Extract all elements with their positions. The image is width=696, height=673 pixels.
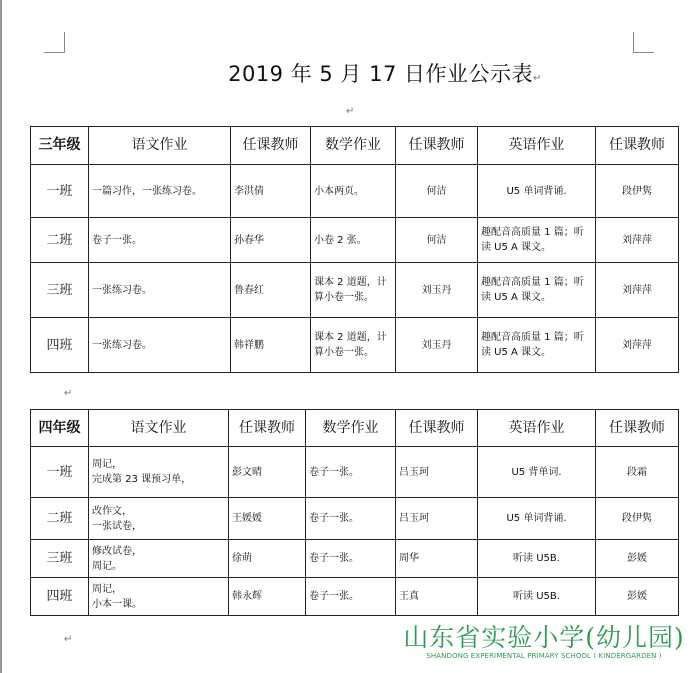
english-teacher: 彭媛 <box>596 578 679 616</box>
english-teacher: 彭媛 <box>596 540 679 578</box>
paragraph-mark: ↵ <box>64 634 73 645</box>
table-row <box>31 218 679 263</box>
chinese-homework: 一篇习作，一张练习卷。 <box>89 165 231 218</box>
chinese-homework-line: 周记， <box>92 583 122 595</box>
column-header-teacher: 任课教师 <box>596 410 679 447</box>
table-row <box>31 165 679 218</box>
paragraph-mark: ↵ <box>533 73 542 84</box>
column-header-teacher: 任课教师 <box>231 127 311 165</box>
class-name: 一班 <box>31 447 89 498</box>
column-header-chinese: 语文作业 <box>89 410 229 447</box>
paragraph-mark: ↵ <box>64 388 73 399</box>
class-name: 三班 <box>31 540 89 578</box>
title-text: 2019 年 5 月 17 日作业公示表 <box>228 62 533 86</box>
chinese-homework-line: 小本一课。 <box>92 598 142 610</box>
class-name: 二班 <box>31 498 89 540</box>
english-teacher: 段伊隽 <box>596 165 679 218</box>
english-homework: 听读 U5B. <box>478 578 596 616</box>
math-teacher: 周华 <box>396 540 478 578</box>
english-homework: 听读 U5B. <box>478 540 596 578</box>
chinese-teacher: 孙春华 <box>231 218 311 263</box>
class-name: 四班 <box>31 578 89 616</box>
chinese-homework <box>89 447 229 498</box>
chinese-homework <box>89 578 229 616</box>
chinese-homework-line: 改作文， <box>92 505 132 517</box>
chinese-teacher: 彭文晴 <box>229 447 306 498</box>
math-teacher: 吕玉珂 <box>396 447 478 498</box>
math-homework: 卷子一张。 <box>306 540 396 578</box>
chinese-homework-line: 修改试卷， <box>92 545 142 557</box>
grade-label: 四年级 <box>31 410 89 447</box>
table-row <box>31 318 679 373</box>
class-name: 一班 <box>31 165 89 218</box>
column-header-chinese: 语文作业 <box>89 127 231 165</box>
column-header-math: 数学作业 <box>311 127 396 165</box>
grade-label: 三年级 <box>31 127 89 165</box>
crop-mark-top-left <box>44 32 65 53</box>
english-teacher: 段霜 <box>596 447 679 498</box>
column-header-teacher: 任课教师 <box>396 127 478 165</box>
chinese-homework-line: 周记。 <box>92 560 122 572</box>
column-header-teacher: 任课教师 <box>229 410 306 447</box>
table-row <box>31 263 679 318</box>
document-title <box>0 58 696 88</box>
math-homework: 小卷 2 张。 <box>311 218 396 263</box>
column-header-english: 英语作业 <box>478 127 596 165</box>
school-logo <box>398 618 690 660</box>
english-teacher: 刘萍萍 <box>596 218 679 263</box>
class-name: 四班 <box>31 318 89 373</box>
chinese-teacher: 徐萌 <box>229 540 306 578</box>
math-homework: 小本两页。 <box>311 165 396 218</box>
table-row <box>31 540 679 578</box>
page-edge <box>0 0 2 673</box>
table-row <box>31 447 679 498</box>
math-homework: 课本 2 道题，计算小卷一张。 <box>311 318 396 373</box>
chinese-homework: 一张练习卷。 <box>89 318 231 373</box>
chinese-homework <box>89 540 229 578</box>
english-homework: 趣配音高质量 1 篇；听读 U5 A 课文。 <box>478 263 596 318</box>
chinese-homework <box>89 498 229 540</box>
table-header-row <box>31 127 679 165</box>
chinese-homework-line: 完成第 23 课预习单， <box>92 474 192 485</box>
school-name-english: SHANDONG EXPERIMENTAL PRIMARY SCHOOL ( KINDERGARDEN ) <box>426 652 662 660</box>
math-teacher: 刘玉丹 <box>396 318 478 373</box>
column-header-teacher: 任课教师 <box>396 410 478 447</box>
english-teacher: 刘萍萍 <box>596 318 679 373</box>
english-homework: 趣配音高质量 1 篇；听读 U5 A 课文。 <box>478 318 596 373</box>
english-teacher: 段伊隽 <box>596 498 679 540</box>
column-header-teacher: 任课教师 <box>596 127 679 165</box>
math-teacher: 何洁 <box>396 165 478 218</box>
chinese-teacher: 韩祥鹏 <box>231 318 311 373</box>
chinese-teacher: 鲁春红 <box>231 263 311 318</box>
chinese-homework: 卷子一张。 <box>89 218 231 263</box>
math-homework: 卷子一张。 <box>306 578 396 616</box>
math-homework: 卷子一张。 <box>306 447 396 498</box>
math-homework: 卷子一张。 <box>306 498 396 540</box>
chinese-teacher: 韩永辉 <box>229 578 306 616</box>
math-teacher: 王真 <box>396 578 478 616</box>
crop-mark-top-right <box>633 32 654 53</box>
chinese-homework-line: 一张试卷， <box>92 520 142 532</box>
column-header-english: 英语作业 <box>478 410 596 447</box>
chinese-homework: 一张练习卷。 <box>89 263 231 318</box>
math-teacher: 吕玉珂 <box>396 498 478 540</box>
english-homework: 趣配音高质量 1 篇；听读 U5 A 课文。 <box>478 218 596 263</box>
math-teacher: 何洁 <box>396 218 478 263</box>
math-homework: 课本 2 道题，计算小卷一张。 <box>311 263 396 318</box>
grade4-homework-table <box>30 409 679 616</box>
table-row <box>31 578 679 616</box>
column-header-math: 数学作业 <box>306 410 396 447</box>
math-teacher: 刘玉丹 <box>396 263 478 318</box>
chinese-homework-line: 周记， <box>92 459 122 470</box>
english-teacher: 刘萍萍 <box>596 263 679 318</box>
english-homework: U5 单词背诵. <box>478 498 596 540</box>
paragraph-mark: ↵ <box>346 106 355 117</box>
school-name-chinese: 山东省实验小学(幼儿园) <box>403 623 685 652</box>
table-row <box>31 498 679 540</box>
table-header-row <box>31 410 679 447</box>
class-name: 二班 <box>31 218 89 263</box>
english-homework: U5 背单词. <box>478 447 596 498</box>
chinese-teacher: 王媛媛 <box>229 498 306 540</box>
chinese-teacher: 李洪倩 <box>231 165 311 218</box>
grade3-homework-table <box>30 126 679 373</box>
english-homework: U5 单词背诵. <box>478 165 596 218</box>
class-name: 三班 <box>31 263 89 318</box>
